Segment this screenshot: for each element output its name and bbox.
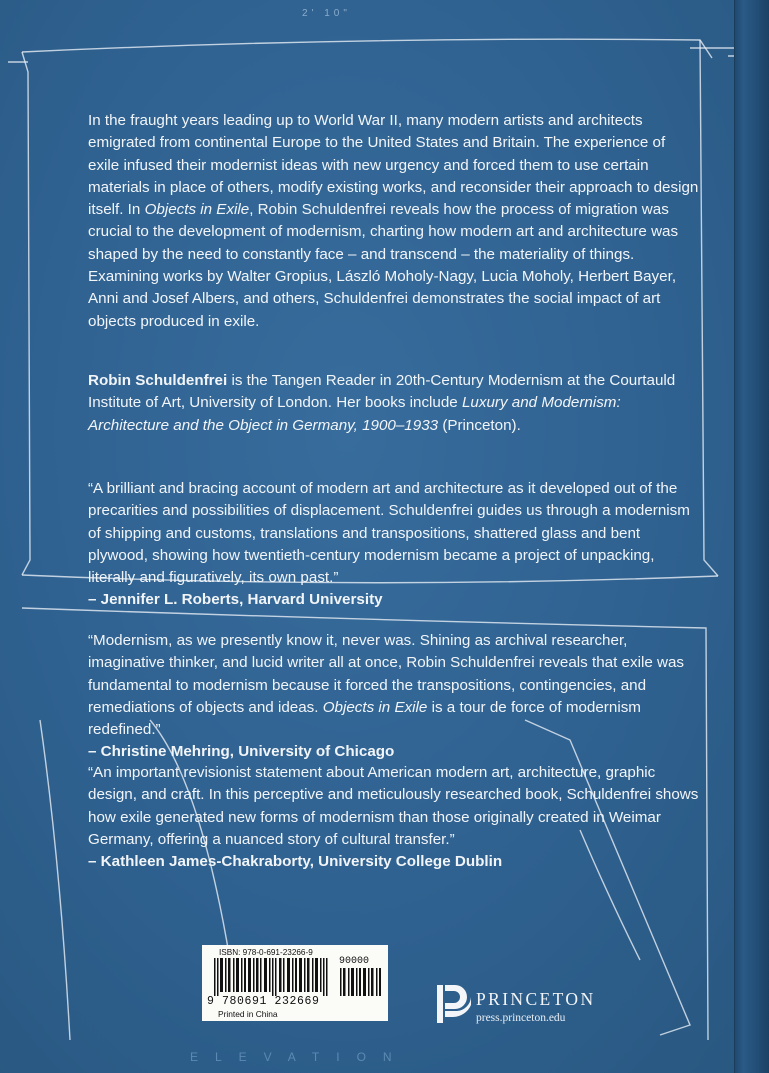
book-spine-edge — [734, 0, 769, 1073]
printed-in-label: Printed in China — [218, 1009, 278, 1019]
description-text-start: In the fraught years leading up to World War II, many modern artists and architects emigrated from continental Europe to the United States and Britain. The experience of exile infused their modernist ideas with new urgency and forced them to use certain materials in place of others, modify existing works, and reconsider their approach to design itself. In — [88, 112, 699, 219]
author-bio-text: is the Tangen Reader in 20th-Century Modernism at the Courtauld Institute of Art, University of London. Her books include — [88, 372, 676, 412]
isbn-barcode-label — [202, 945, 388, 1021]
review-quote — [88, 630, 700, 764]
quote-attribution: – Jennifer L. Roberts, Harvard University — [88, 591, 383, 609]
publisher-name: PRINCETON — [476, 989, 596, 1009]
quote-text: “Modernism, as we presently know it, never was. Shining as archival researcher, imaginative thinker, and lucid writer all at once, Robin Schuldenfrei reveals that exile was fundamental to modernism because it forced the transpositions, contingencies, and remediations of objects and ideas. — [88, 632, 684, 716]
quote-attribution: – Kathleen James-Chakraborty, University College Dublin — [88, 853, 503, 871]
publisher-url: press.princeton.edu — [476, 1012, 566, 1024]
quote-book-title: Objects in Exile — [322, 698, 428, 716]
author-bio-publisher: (Princeton). — [438, 416, 521, 434]
quote-text: “An important revisionist statement about American modern art, architecture, graphic design, and craft. In this perceptive and meticulously researched book, Schuldenfrei shows how exile generated new forms of modernism than those originally created in Weimar Germany, offering a nuanced story of cultural transfer.” — [88, 764, 699, 848]
background-elevation-label: ELEVATION — [190, 1050, 409, 1064]
blueprint-dimension-label: 2' 10" — [302, 8, 351, 19]
author-previous-book: Luxury and Modernism: Architecture and the Object in Germany, 1900–1933 — [88, 394, 621, 434]
quote-text: “A brilliant and bracing account of modern art and architecture as it developed out of the precarities and possibilities of displacement. Schuldenfrei guides us through a modernism of shipping and customs, translations and transpositions, shattered glass and bent plywood, showing how twentieth-century modernism became a project of unpacking, literally and figuratively, its own past.” — [88, 480, 690, 587]
review-quote — [88, 762, 700, 873]
princeton-press-logo-icon — [435, 983, 473, 1025]
description-text-end: , Robin Schuldenfrei reveals how the process of migration was crucial to the development of modernism, charting how modern art and architecture was shaped by the need to constantly face – and transcend – the materiality of things. Examining works by Walter Gropius, László Moholy-Nagy, Lucia Moholy, Herbert Bayer, Anni and Josef Albers, and others, Schuldenfrei demonstrates the social impact of art objects produced in exile. — [88, 201, 679, 330]
price-code: 90000 — [339, 956, 370, 967]
author-bio — [88, 370, 700, 437]
quote-attribution: – Christine Mehring, University of Chicago — [88, 743, 395, 761]
isbn-label: ISBN: 978-0-691-23266-9 — [219, 948, 313, 957]
description-book-title: Objects in Exile — [144, 201, 250, 219]
review-quote — [88, 478, 700, 612]
author-name: Robin Schuldenfrei — [88, 372, 228, 389]
book-description — [88, 110, 700, 333]
quote-text-end: is a tour de force of modernism redefined.” — [88, 698, 641, 739]
isbn-digits: 9 780691 232669 — [207, 995, 320, 1008]
